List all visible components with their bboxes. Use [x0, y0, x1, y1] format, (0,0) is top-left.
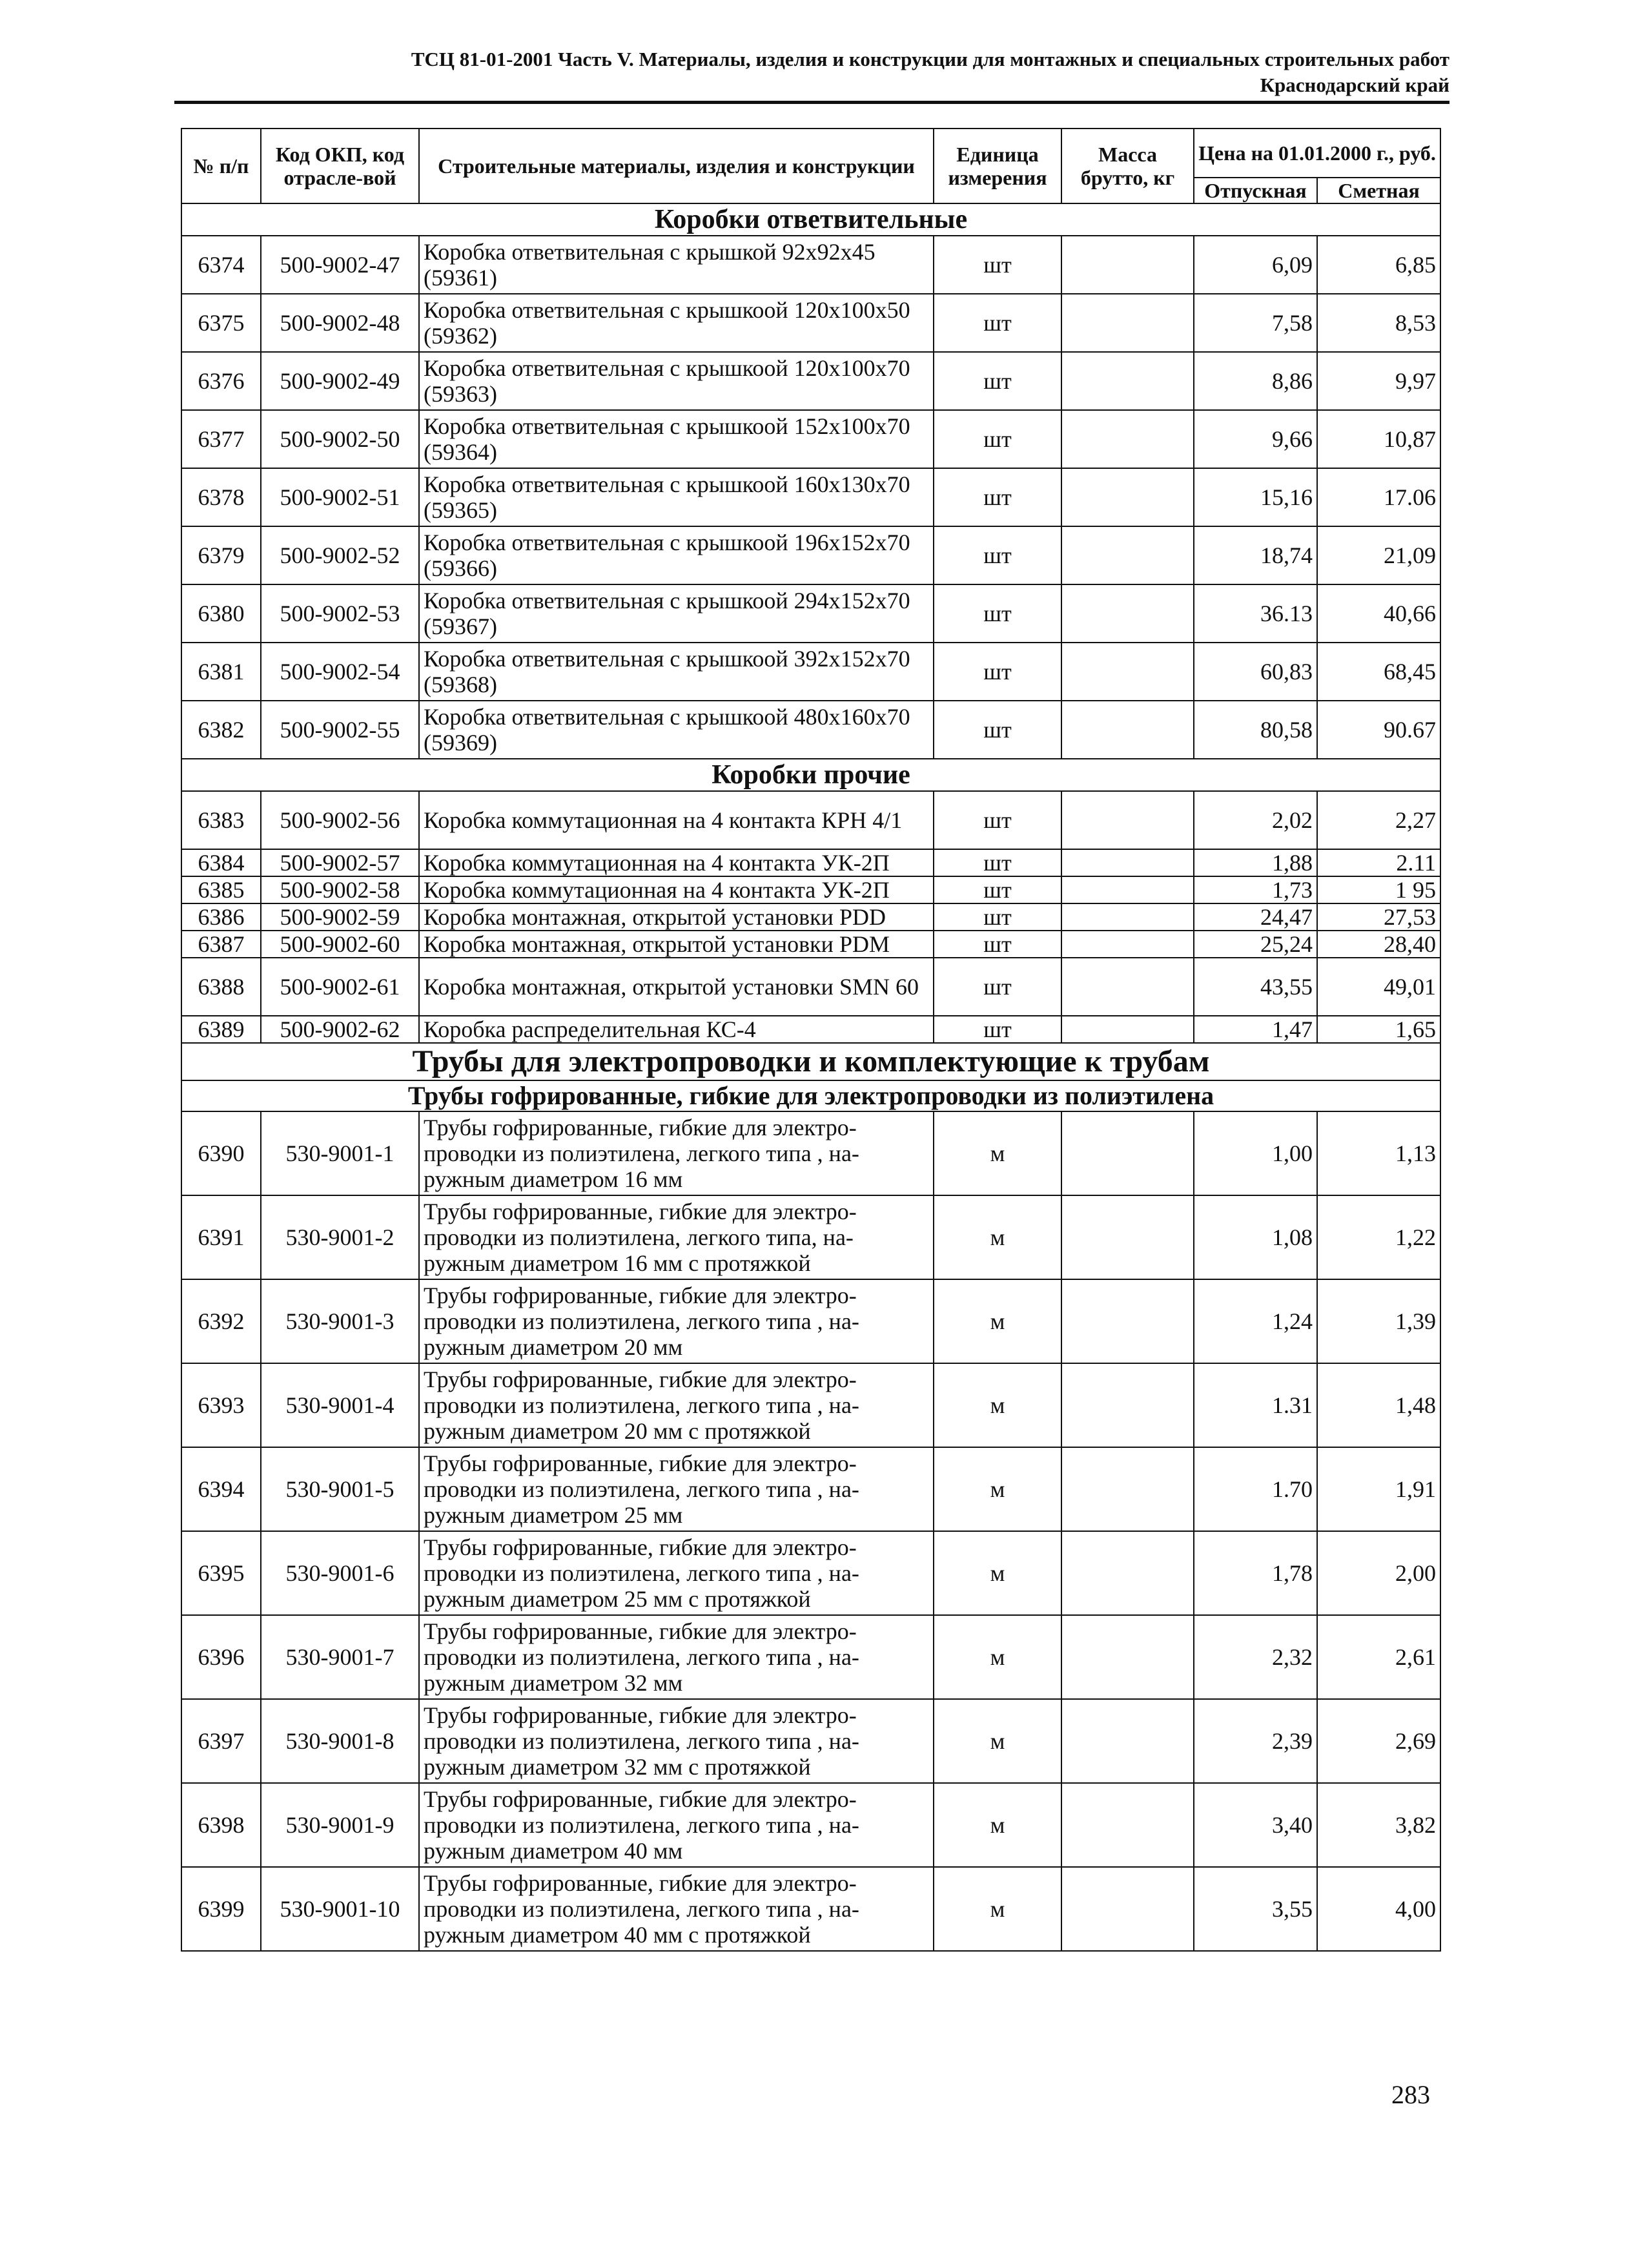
okp-code: 530-9001-3: [261, 1279, 419, 1363]
page-number: 283: [1391, 2080, 1430, 2109]
table-row: [181, 352, 1440, 410]
mass-cell: [1061, 236, 1194, 294]
release-price: 1,08: [1194, 1195, 1317, 1279]
col-mass-header: Масса брутто, кг: [1061, 129, 1194, 203]
okp-code: 500-9002-47: [261, 236, 419, 294]
mass-cell: [1061, 352, 1194, 410]
unit-cell: м: [934, 1867, 1061, 1951]
table-row: [181, 643, 1440, 701]
table-row: [181, 468, 1440, 526]
estimate-price: 1,91: [1317, 1447, 1440, 1531]
unit-cell: шт: [934, 352, 1061, 410]
material-name: Коробка ответвительная с крышкоой 152х100х70 (59364): [419, 410, 934, 468]
table-row: [181, 931, 1440, 958]
table-row: [181, 1531, 1440, 1615]
table-row: [181, 1783, 1440, 1867]
estimate-price: 21,09: [1317, 526, 1440, 584]
material-name: Коробка монтажная, открытой установки SMN 60: [419, 958, 934, 1016]
mass-cell: [1061, 1531, 1194, 1615]
mass-cell: [1061, 849, 1194, 876]
release-price: 8,86: [1194, 352, 1317, 410]
row-number: 6378: [181, 468, 261, 526]
mass-cell: [1061, 294, 1194, 352]
okp-code: 500-9002-54: [261, 643, 419, 701]
material-name: Коробка коммутационная на 4 контакта УК-2П: [419, 876, 934, 903]
unit-cell: м: [934, 1699, 1061, 1783]
row-number: 6376: [181, 352, 261, 410]
okp-code: 530-9001-4: [261, 1363, 419, 1447]
okp-code: 500-9002-62: [261, 1016, 419, 1043]
table-row: [181, 1447, 1440, 1531]
material-name: Трубы гофрированные, гибкие для электро-проводки из полиэтилена, легкого типа , на-ружным диаметром 32 мм с протяжкой: [419, 1699, 934, 1783]
okp-code: 500-9002-61: [261, 958, 419, 1016]
section-header-row: [181, 1080, 1440, 1111]
mass-cell: [1061, 1279, 1194, 1363]
release-price: 1,24: [1194, 1279, 1317, 1363]
unit-cell: шт: [934, 958, 1061, 1016]
material-name: Трубы гофрированные, гибкие для электро-проводки из полиэтилена, легкого типа , на-ружным диаметром 32 мм: [419, 1615, 934, 1699]
material-name: Трубы гофрированные, гибкие для электро-проводки из полиэтилена, легкого типа , на-ружным диаметром 40 мм с протяжкой: [419, 1867, 934, 1951]
estimate-price: 1 95: [1317, 876, 1440, 903]
row-number: 6392: [181, 1279, 261, 1363]
row-number: 6389: [181, 1016, 261, 1043]
okp-code: 500-9002-51: [261, 468, 419, 526]
material-name: Коробка коммутационная на 4 контакта УК-2П: [419, 849, 934, 876]
table-row: [181, 236, 1440, 294]
row-number: 6394: [181, 1447, 261, 1531]
okp-code: 500-9002-58: [261, 876, 419, 903]
release-price: 15,16: [1194, 468, 1317, 526]
row-number: 6386: [181, 903, 261, 931]
mass-cell: [1061, 1867, 1194, 1951]
unit-cell: м: [934, 1615, 1061, 1699]
release-price: 1,47: [1194, 1016, 1317, 1043]
okp-code: 530-9001-8: [261, 1699, 419, 1783]
release-price: 80,58: [1194, 701, 1317, 759]
mass-cell: [1061, 526, 1194, 584]
table-row: [181, 1615, 1440, 1699]
col-estimate-header: Сметная: [1317, 178, 1440, 203]
table-row: [181, 701, 1440, 759]
header-rule: [174, 101, 1449, 104]
table-row: [181, 849, 1440, 876]
table-row: [181, 1279, 1440, 1363]
unit-cell: шт: [934, 876, 1061, 903]
row-number: 6396: [181, 1615, 261, 1699]
col-price-header: Цена на 01.01.2000 г., руб.: [1194, 129, 1440, 178]
table-row: [181, 584, 1440, 643]
row-number: 6375: [181, 294, 261, 352]
price-table: [181, 128, 1441, 1952]
material-name: Коробка ответвительная с крышкоой 120х100х70 (59363): [419, 352, 934, 410]
material-name: Коробка монтажная, открытой установки PDM: [419, 931, 934, 958]
okp-code: 530-9001-1: [261, 1111, 419, 1195]
mass-cell: [1061, 931, 1194, 958]
release-price: 3,55: [1194, 1867, 1317, 1951]
release-price: 9,66: [1194, 410, 1317, 468]
material-name: Трубы гофрированные, гибкие для электро-проводки из полиэтилена, легкого типа, на-ружным диаметром 16 мм с протяжкой: [419, 1195, 934, 1279]
material-name: Коробка коммутационная на 4 контакта КРН 4/1: [419, 791, 934, 849]
table-row: [181, 876, 1440, 903]
estimate-price: 49,01: [1317, 958, 1440, 1016]
okp-code: 530-9001-6: [261, 1531, 419, 1615]
release-price: 6,09: [1194, 236, 1317, 294]
okp-code: 500-9002-57: [261, 849, 419, 876]
unit-cell: шт: [934, 791, 1061, 849]
material-name: Коробка ответвительная с крышкоой 392х152х70 (59368): [419, 643, 934, 701]
estimate-price: 10,87: [1317, 410, 1440, 468]
section-header-row: [181, 1043, 1440, 1080]
table-row: [181, 1111, 1440, 1195]
table-row: [181, 410, 1440, 468]
mass-cell: [1061, 791, 1194, 849]
okp-code: 500-9002-60: [261, 931, 419, 958]
mass-cell: [1061, 1363, 1194, 1447]
estimate-price: 1,22: [1317, 1195, 1440, 1279]
okp-code: 500-9002-49: [261, 352, 419, 410]
table-row: [181, 1363, 1440, 1447]
release-price: 2,39: [1194, 1699, 1317, 1783]
mass-cell: [1061, 1783, 1194, 1867]
unit-cell: м: [934, 1111, 1061, 1195]
col-num-header: № п/п: [181, 129, 261, 203]
material-name: Трубы гофрированные, гибкие для электро-проводки из полиэтилена, легкого типа , на-ружным диаметром 20 мм с протяжкой: [419, 1363, 934, 1447]
estimate-price: 2,61: [1317, 1615, 1440, 1699]
okp-code: 500-9002-53: [261, 584, 419, 643]
estimate-price: 1,39: [1317, 1279, 1440, 1363]
col-unit-header: Единица измерения: [934, 129, 1061, 203]
mass-cell: [1061, 876, 1194, 903]
estimate-price: 90.67: [1317, 701, 1440, 759]
release-price: 1.70: [1194, 1447, 1317, 1531]
material-name: Трубы гофрированные, гибкие для электро-проводки из полиэтилена, легкого типа , на-ружным диаметром 20 мм: [419, 1279, 934, 1363]
table-row: [181, 1699, 1440, 1783]
mass-cell: [1061, 958, 1194, 1016]
material-name: Коробка распределительная КС-4: [419, 1016, 934, 1043]
unit-cell: шт: [934, 643, 1061, 701]
table-row: [181, 1016, 1440, 1043]
release-price: 1,78: [1194, 1531, 1317, 1615]
okp-code: 500-9002-52: [261, 526, 419, 584]
section-title: Коробки ответвительные: [181, 203, 1440, 236]
estimate-price: 4,00: [1317, 1867, 1440, 1951]
release-price: 36.13: [1194, 584, 1317, 643]
row-number: 6382: [181, 701, 261, 759]
unit-cell: шт: [934, 1016, 1061, 1043]
unit-cell: шт: [934, 903, 1061, 931]
estimate-price: 28,40: [1317, 931, 1440, 958]
estimate-price: 1,65: [1317, 1016, 1440, 1043]
unit-cell: м: [934, 1447, 1061, 1531]
material-name: Коробка ответвительная с крышкоой 480х160х70 (59369): [419, 701, 934, 759]
unit-cell: м: [934, 1783, 1061, 1867]
mass-cell: [1061, 584, 1194, 643]
release-price: 2,32: [1194, 1615, 1317, 1699]
unit-cell: шт: [934, 236, 1061, 294]
estimate-price: 1,13: [1317, 1111, 1440, 1195]
section-header-row: [181, 759, 1440, 791]
unit-cell: шт: [934, 584, 1061, 643]
row-number: 6390: [181, 1111, 261, 1195]
mass-cell: [1061, 468, 1194, 526]
estimate-price: 1,48: [1317, 1363, 1440, 1447]
okp-code: 530-9001-7: [261, 1615, 419, 1699]
release-price: 1,00: [1194, 1111, 1317, 1195]
material-name: Коробка монтажная, открытой установки PDD: [419, 903, 934, 931]
mass-cell: [1061, 1447, 1194, 1531]
table-row: [181, 791, 1440, 849]
table-row: [181, 958, 1440, 1016]
material-name: Коробка ответвительная с крышкой 92х92х45 (59361): [419, 236, 934, 294]
row-number: 6395: [181, 1531, 261, 1615]
release-price: 1,88: [1194, 849, 1317, 876]
estimate-price: 6,85: [1317, 236, 1440, 294]
table-row: [181, 1867, 1440, 1951]
unit-cell: шт: [934, 701, 1061, 759]
material-name: Трубы гофрированные, гибкие для электро-проводки из полиэтилена, легкого типа , на-ружным диаметром 16 мм: [419, 1111, 934, 1195]
row-number: 6381: [181, 643, 261, 701]
row-number: 6399: [181, 1867, 261, 1951]
row-number: 6397: [181, 1699, 261, 1783]
table-header: [181, 129, 1440, 203]
mass-cell: [1061, 903, 1194, 931]
mass-cell: [1061, 1016, 1194, 1043]
col-release-header: Отпускная: [1194, 178, 1317, 203]
section-header-row: [181, 203, 1440, 236]
mass-cell: [1061, 1699, 1194, 1783]
okp-code: 500-9002-56: [261, 791, 419, 849]
table-row: [181, 903, 1440, 931]
estimate-price: 68,45: [1317, 643, 1440, 701]
unit-cell: шт: [934, 849, 1061, 876]
unit-cell: шт: [934, 410, 1061, 468]
release-price: 24,47: [1194, 903, 1317, 931]
estimate-price: 2.11: [1317, 849, 1440, 876]
section-title: Коробки прочие: [181, 759, 1440, 791]
estimate-price: 2,27: [1317, 791, 1440, 849]
table-row: [181, 294, 1440, 352]
okp-code: 500-9002-59: [261, 903, 419, 931]
okp-code: 530-9001-10: [261, 1867, 419, 1951]
release-price: 1.31: [1194, 1363, 1317, 1447]
row-number: 6383: [181, 791, 261, 849]
row-number: 6398: [181, 1783, 261, 1867]
row-number: 6385: [181, 876, 261, 903]
section-title: Трубы для электропроводки и комплектующие к трубам: [181, 1043, 1440, 1080]
estimate-price: 40,66: [1317, 584, 1440, 643]
table-row: [181, 526, 1440, 584]
table-body: [181, 203, 1440, 1951]
estimate-price: 17.06: [1317, 468, 1440, 526]
mass-cell: [1061, 701, 1194, 759]
row-number: 6391: [181, 1195, 261, 1279]
unit-cell: м: [934, 1531, 1061, 1615]
estimate-price: 2,69: [1317, 1699, 1440, 1783]
unit-cell: шт: [934, 294, 1061, 352]
unit-cell: шт: [934, 526, 1061, 584]
col-name-header: Строительные материалы, изделия и конструкции: [419, 129, 934, 203]
table-row: [181, 1195, 1440, 1279]
row-number: 6377: [181, 410, 261, 468]
okp-code: 530-9001-5: [261, 1447, 419, 1531]
estimate-price: 2,00: [1317, 1531, 1440, 1615]
okp-code: 500-9002-50: [261, 410, 419, 468]
unit-cell: м: [934, 1363, 1061, 1447]
region-title: Краснодарский край: [1260, 74, 1449, 96]
release-price: 1,73: [1194, 876, 1317, 903]
release-price: 25,24: [1194, 931, 1317, 958]
release-price: 18,74: [1194, 526, 1317, 584]
okp-code: 500-9002-48: [261, 294, 419, 352]
mass-cell: [1061, 410, 1194, 468]
estimate-price: 3,82: [1317, 1783, 1440, 1867]
row-number: 6379: [181, 526, 261, 584]
release-price: 60,83: [1194, 643, 1317, 701]
material-name: Трубы гофрированные, гибкие для электро-проводки из полиэтилена, легкого типа , на-ружным диаметром 25 мм: [419, 1447, 934, 1531]
row-number: 6388: [181, 958, 261, 1016]
unit-cell: м: [934, 1279, 1061, 1363]
release-price: 2,02: [1194, 791, 1317, 849]
material-name: Коробка ответвительная с крышкоой 160х130х70 (59365): [419, 468, 934, 526]
unit-cell: шт: [934, 468, 1061, 526]
row-number: 6380: [181, 584, 261, 643]
okp-code: 500-9002-55: [261, 701, 419, 759]
material-name: Трубы гофрированные, гибкие для электро-проводки из полиэтилена, легкого типа , на-ружным диаметром 40 мм: [419, 1783, 934, 1867]
material-name: Коробка ответвительная с крышкоой 120х100х50 (59362): [419, 294, 934, 352]
row-number: 6387: [181, 931, 261, 958]
okp-code: 530-9001-9: [261, 1783, 419, 1867]
estimate-price: 9,97: [1317, 352, 1440, 410]
document-title: ТСЦ 81-01-2001 Часть V. Материалы, изделия и конструкции для монтажных и специальных строительных работ: [411, 48, 1449, 70]
col-code-header: Код ОКП, код отрасле-вой: [261, 129, 419, 203]
mass-cell: [1061, 643, 1194, 701]
estimate-price: 27,53: [1317, 903, 1440, 931]
release-price: 7,58: [1194, 294, 1317, 352]
material-name: Коробка ответвительная с крышкоой 294х152х70 (59367): [419, 584, 934, 643]
row-number: 6393: [181, 1363, 261, 1447]
mass-cell: [1061, 1615, 1194, 1699]
unit-cell: шт: [934, 931, 1061, 958]
okp-code: 530-9001-2: [261, 1195, 419, 1279]
release-price: 43,55: [1194, 958, 1317, 1016]
row-number: 6374: [181, 236, 261, 294]
mass-cell: [1061, 1195, 1194, 1279]
estimate-price: 8,53: [1317, 294, 1440, 352]
material-name: Трубы гофрированные, гибкие для электро-проводки из полиэтилена, легкого типа , на-ружным диаметром 25 мм с протяжкой: [419, 1531, 934, 1615]
section-title: Трубы гофрированные, гибкие для электропроводки из полиэтилена: [181, 1080, 1440, 1111]
page-header: [174, 46, 1449, 104]
material-name: Коробка ответвительная с крышкоой 196х152х70 (59366): [419, 526, 934, 584]
mass-cell: [1061, 1111, 1194, 1195]
row-number: 6384: [181, 849, 261, 876]
release-price: 3,40: [1194, 1783, 1317, 1867]
unit-cell: м: [934, 1195, 1061, 1279]
